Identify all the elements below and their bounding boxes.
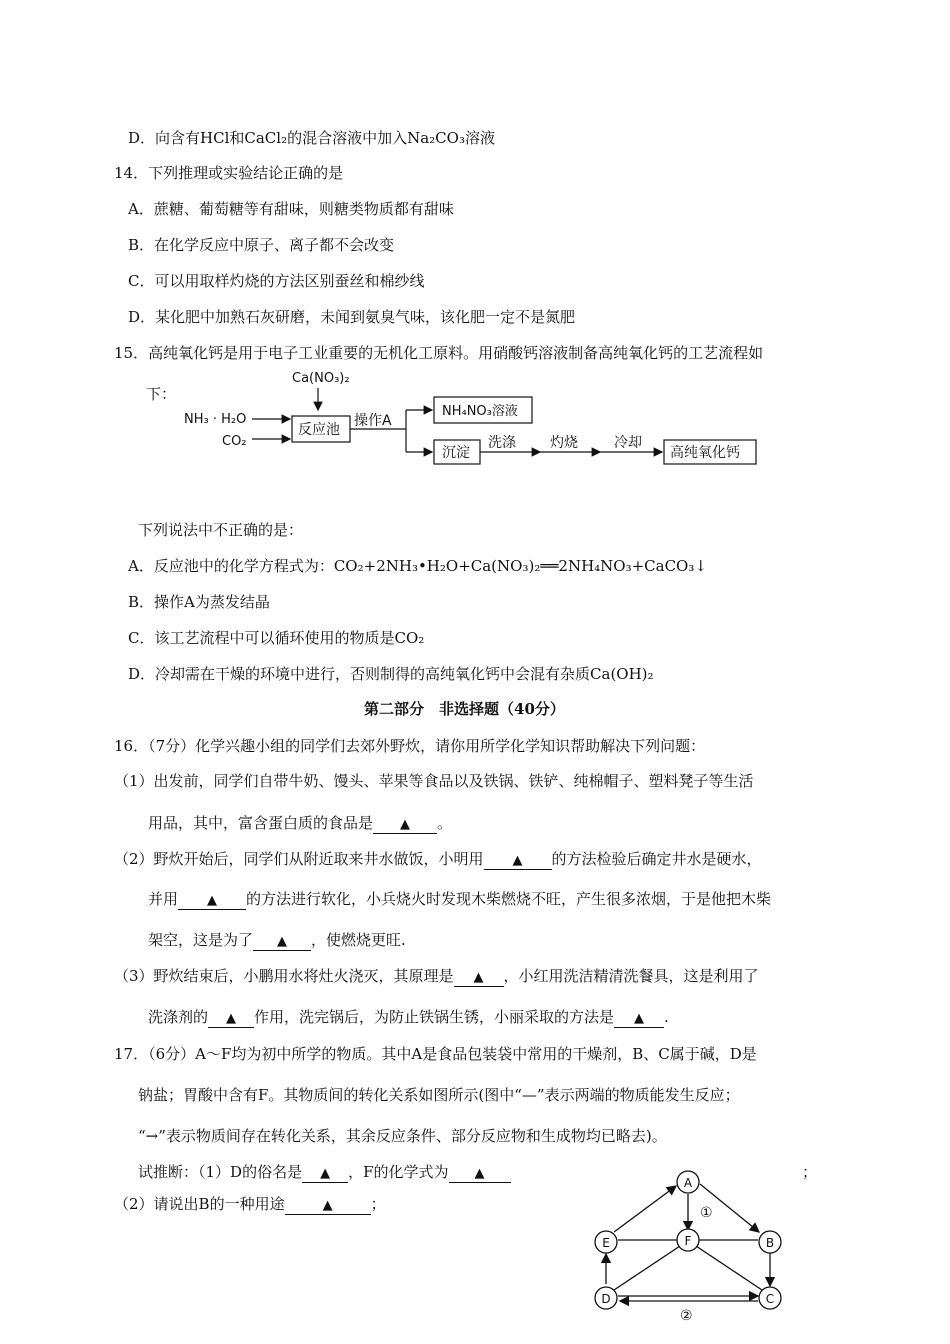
- flow-calcine: 灼烧: [550, 435, 578, 451]
- q14-option-a: A．蔗糖、葡萄糖等有甜味，则糖类物质都有甜味: [128, 200, 454, 218]
- q16-stem: 16．（7分）化学兴趣小组的同学们去郊外野炊，请你用所学化学知识帮助解决下列问题：: [114, 737, 706, 755]
- node-f: [677, 1229, 699, 1251]
- answer-blank[interactable]: ▲: [449, 1166, 511, 1183]
- node-b-label: B: [765, 1236, 775, 1250]
- edge-label-1: ①: [700, 1205, 713, 1221]
- flow-product-2: 高纯氧化钙: [670, 445, 740, 461]
- node-c: [759, 1287, 781, 1309]
- flow-input-top: Ca(NO₃)₂: [292, 371, 350, 386]
- q14-stem: 14．下列推理或实验结论正确的是: [114, 164, 344, 182]
- q13-option-d: D．向含有HCl和CaCl₂的混合溶液中加入Na₂CO₃溶液: [128, 129, 495, 147]
- q16-part3-a: （3）野炊结束后，小鹏用水将灶火浇灭，其原理是 ▲ ，小红用洗洁精清洗餐具，这是利用了: [114, 967, 759, 985]
- q16-part1-b: 用品，其中，富含蛋白质的食品是 ▲ 。: [148, 814, 453, 832]
- answer-blank[interactable]: ▲: [454, 970, 504, 987]
- q16-part2-b: 并用 ▲ 的方法进行软化，小兵烧火时发现木柴燃烧不旺，产生很多浓烟，于是他把木柴: [148, 890, 772, 908]
- flow-product-1: NH₄NO₃溶液: [442, 404, 518, 419]
- q15-option-d: D．冷却需在干燥的环境中进行，否则制得的高纯氧化钙中会混有杂质Ca(OH)₂: [128, 665, 654, 683]
- q15-option-b: B．操作A为蒸发结晶: [128, 593, 270, 611]
- node-e-label: E: [602, 1236, 610, 1250]
- node-c-label: C: [765, 1292, 775, 1306]
- flow-input-1: NH₃ · H₂O: [184, 412, 247, 427]
- node-d-label: D: [601, 1292, 611, 1306]
- q17-question-1-end: ；: [802, 1163, 818, 1181]
- edge-label-2: ②: [680, 1308, 693, 1324]
- q16-part2-a: （2）野炊开始后，同学们从附近取来井水做饭，小明用 ▲ 的方法检验后确定井水是硬水，: [114, 850, 762, 868]
- q14-option-d: D．某化肥中加熟石灰研磨，未闻到氨臭气味，该化肥一定不是氮肥: [128, 308, 576, 326]
- q17-stem: 17．（6分）A～F均为初中所学的物质。其中A是食品包装袋中常用的干燥剂，B、C属于碱，D是: [114, 1045, 757, 1063]
- q15-stem: 15．高纯氧化钙是用于电子工业重要的无机化工原料。用硝酸钙溶液制备高纯氧化钙的工艺流程如: [114, 344, 764, 362]
- node-d: [595, 1287, 617, 1309]
- answer-blank[interactable]: ▲: [253, 934, 311, 951]
- q17-stem-c: “→”表示物质间存在转化关系，其余反应条件、部分反应物和生成物均已略去)。: [138, 1127, 667, 1145]
- q15-stem-cont: 下：: [146, 385, 177, 403]
- node-f-label: F: [684, 1234, 692, 1248]
- q16-part3-b: 洗涤剂的 ▲ 作用，洗完锅后，为防止铁锅生锈，小丽采取的方法是 ▲ .: [148, 1008, 669, 1026]
- flow-reactor: 反应池: [298, 422, 340, 438]
- node-a-label: A: [683, 1176, 693, 1190]
- answer-blank[interactable]: ▲: [178, 893, 246, 910]
- q17-stem-b: 钠盐；胃酸中含有F。其物质间的转化关系如图所示(图中“—”表示两端的物质能发生反应；: [138, 1086, 740, 1104]
- part2-title: 第二部分 非选择题（40分）: [364, 700, 565, 718]
- q16-part1-a: （1）出发前，同学们自带牛奶、馒头、苹果等食品以及铁锅、铁铲、纯棉帽子、塑料凳子等生活: [114, 772, 754, 790]
- q17-question-1: 试推断：（1）D的俗名是 ▲ ，F的化学式为 ▲: [138, 1162, 511, 1183]
- q14-option-c: C．可以用取样灼烧的方法区别蚕丝和棉纱线: [128, 272, 425, 290]
- process-flow-diagram: [170, 366, 770, 476]
- node-e: [595, 1231, 617, 1253]
- flow-precipitate: 沉淀: [442, 445, 470, 461]
- answer-blank[interactable]: ▲: [285, 1198, 371, 1215]
- answer-blank[interactable]: ▲: [302, 1166, 348, 1183]
- flow-input-2: CO₂: [222, 434, 247, 449]
- node-b: [759, 1231, 781, 1253]
- answer-blank[interactable]: ▲: [373, 817, 437, 834]
- q15-option-a: A．反应池中的化学方程式为：CO₂+2NH₃•H₂O+Ca(NO₃)₂══2NH₄NO₃+CaCO₃↓: [128, 557, 707, 575]
- flow-cool: 冷却: [614, 435, 642, 451]
- relationship-diagram: [580, 1164, 800, 1324]
- q14-option-b: B．在化学反应中原子、离子都不会改变: [128, 236, 395, 254]
- answer-blank[interactable]: ▲: [208, 1011, 254, 1028]
- answer-blank[interactable]: ▲: [484, 853, 552, 870]
- q15-option-c: C．该工艺流程中可以循环使用的物质是CO₂: [128, 629, 425, 647]
- flow-op-a: 操作A: [354, 413, 392, 429]
- answer-blank[interactable]: ▲: [614, 1011, 664, 1028]
- q17-question-2: （2）请说出B的一种用途 ▲ ；: [114, 1195, 386, 1213]
- q15-prompt: 下列说法中不正确的是：: [138, 521, 304, 539]
- q16-part2-c: 架空，这是为了 ▲ ，使燃烧更旺.: [148, 931, 406, 949]
- flow-wash: 洗涤: [488, 435, 516, 451]
- node-a: [677, 1171, 699, 1193]
